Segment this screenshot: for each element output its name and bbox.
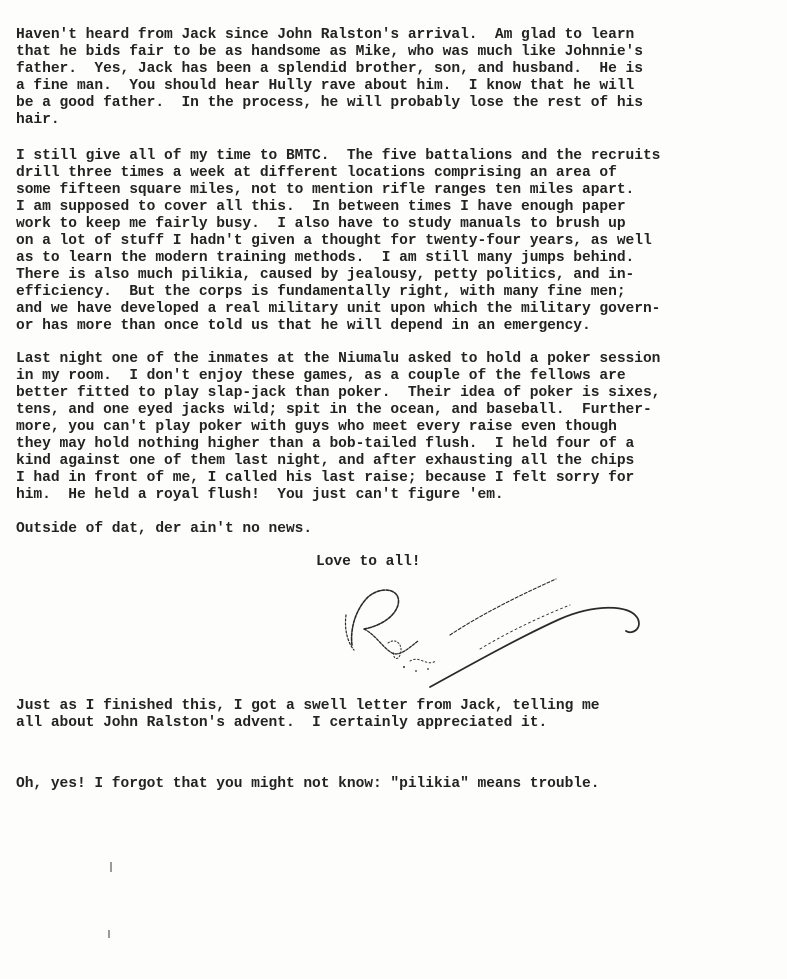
text-line: Just as I finished this, I got a swell letter from Jack, telling me [16, 698, 600, 714]
text-line: I am supposed to cover all this. In between times I have enough paper [16, 199, 626, 215]
text-line: some fifteen square miles, not to mention rifle ranges ten miles apart. [16, 182, 635, 198]
paragraph-4: Outside of dat, der ain't no news. [16, 521, 313, 537]
text-line: efficiency. But the corps is fundamentally right, with many fine men; [16, 284, 626, 300]
text-line: they may hold nothing higher than a bob-tailed flush. I held four of a [16, 436, 635, 452]
text-line: all about John Ralston's advent. I certainly appreciated it. [16, 715, 548, 731]
text-line: Haven't heard from Jack since John Ralston's arrival. Am glad to learn [16, 27, 635, 43]
handwritten-signature [330, 575, 650, 690]
text-line: Last night one of the inmates at the Niumalu asked to hold a poker session [16, 351, 661, 367]
text-line: better fitted to play slap-jack than poker. Their idea of poker is sixes, [16, 385, 661, 401]
text-line: father. Yes, Jack has been a splendid brother, son, and husband. He is [16, 61, 643, 77]
text-line: a fine man. You should hear Hully rave about him. I know that he will [16, 78, 635, 94]
text-line: as to learn the modern training methods. I am still many jumps behind. [16, 250, 635, 266]
text-line: in my room. I don't enjoy these games, as a couple of the fellows are [16, 368, 626, 384]
text-line: tens, and one eyed jacks wild; spit in the ocean, and baseball. Further- [16, 402, 652, 418]
text-line: be a good father. In the process, he will probably lose the rest of his [16, 95, 643, 111]
text-line: that he bids fair to be as handsome as Mike, who was much like Johnnie's [16, 44, 643, 60]
text-line: drill three times a week at different locations comprising an area of [16, 165, 617, 181]
postscript-2: Oh, yes! I forgot that you might not know: "pilikia" means trouble. [16, 776, 600, 792]
closing-line: Love to all! [316, 554, 421, 570]
text-line: and we have developed a real military unit upon which the military govern- [16, 301, 661, 317]
text-line: hair. [16, 112, 60, 128]
scan-mark [108, 930, 110, 938]
text-line: on a lot of stuff I hadn't given a thought for twenty-four years, as well [16, 233, 652, 249]
text-line: or has more than once told us that he will depend in an emergency. [16, 318, 591, 334]
text-line: him. He held a royal flush! You just can't figure 'em. [16, 487, 504, 503]
text-line: work to keep me fairly busy. I also have to study manuals to brush up [16, 216, 626, 232]
text-line: I still give all of my time to BMTC. The five battalions and the recruits [16, 148, 661, 164]
text-line: There is also much pilikia, caused by jealousy, petty politics, and in- [16, 267, 635, 283]
scan-mark [110, 862, 112, 872]
text-line: I had in front of me, I called his last raise; because I felt sorry for [16, 470, 635, 486]
text-line: kind against one of them last night, and after exhausting all the chips [16, 453, 635, 469]
text-line: more, you can't play poker with guys who meet every raise even though [16, 419, 617, 435]
